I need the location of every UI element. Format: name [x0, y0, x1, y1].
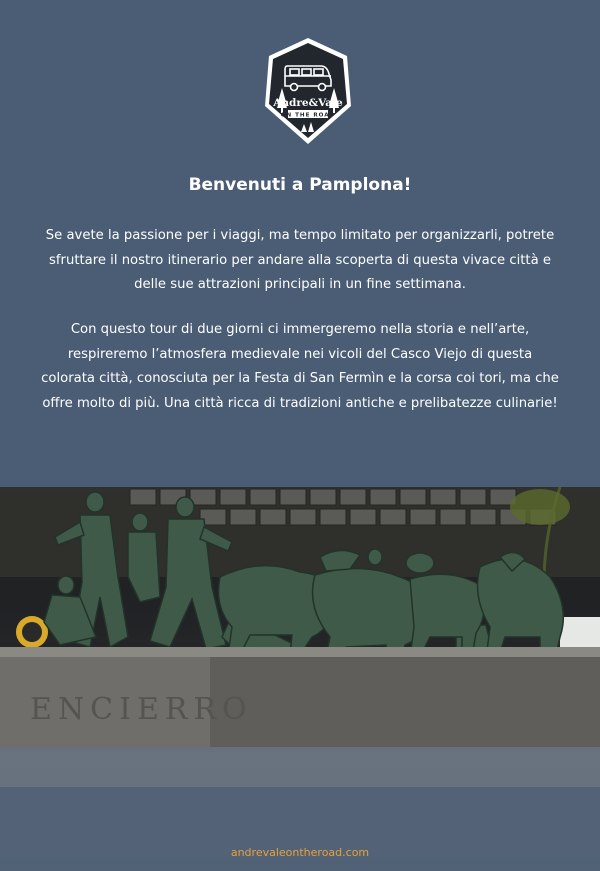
website-link[interactable]: andrevaleontheroad.com: [230, 846, 370, 859]
encierro-monument-photo: [0, 487, 600, 871]
brand-logo: [263, 36, 353, 146]
pedestal-inscription: ENCIERRO: [30, 692, 253, 727]
intro-paragraph: Se avete la passione per i viaggi, ma tempo limitato per organizzarli, potrete sfruttare il nostro itinerario per andare alla scoperta di questa vivace città e delle sue attrazioni principali in un fine settimana.: [45, 228, 555, 292]
stone-pedestal: [0, 647, 600, 747]
page-title: Benvenuti a Pamplona!: [188, 175, 412, 195]
tour-paragraph: Con questo tour di due giorni ci immergeremo nella storia e nell’arte, respireremo l’atmosfera medievale nei vicoli del Casco Viejo di questa colorata città, conosciuta per la Festa di San Fermìn e la corsa coi tori, ma che offre molto di più. Una città ricca di tradizioni antiche e prelibatezze culinarie!: [41, 322, 559, 411]
logo-badge-icon: [263, 36, 353, 146]
logo-tagline: ON THE ROAD: [280, 112, 336, 119]
logo-brand-name: Andre&Vale: [273, 97, 343, 109]
